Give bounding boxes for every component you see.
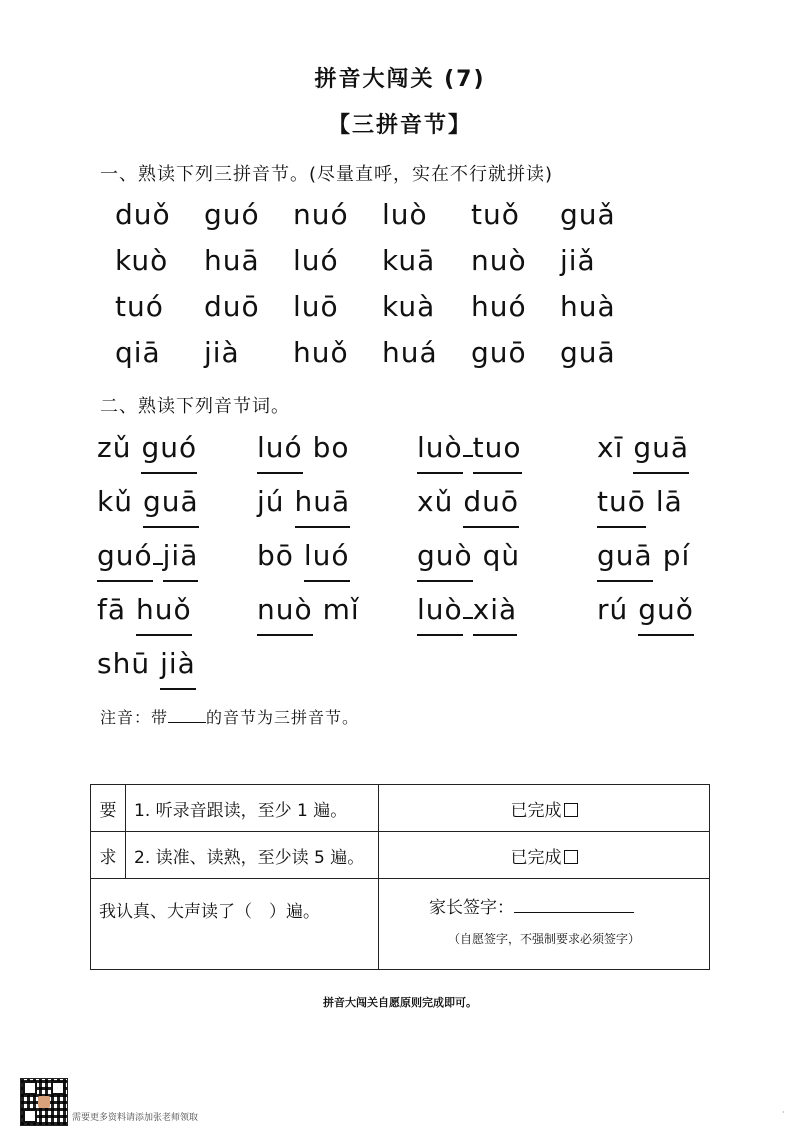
underlined-syllable: huǒ xyxy=(136,590,192,636)
underlined-syllable: guó xyxy=(141,428,197,474)
underlined-syllable: luó xyxy=(304,536,350,582)
page-subtitle: 【三拼音节】 xyxy=(327,113,472,138)
pinyin-word xyxy=(597,482,683,528)
word-row xyxy=(97,590,737,644)
syllable: kuà xyxy=(382,290,436,323)
corner-mark: · xyxy=(782,1108,785,1117)
checkbox-1[interactable] xyxy=(564,803,578,817)
underlined-syllable: duō xyxy=(463,482,519,528)
sign-line[interactable] xyxy=(514,898,634,913)
syllable: bo xyxy=(312,431,350,464)
underlined-syllable: guā xyxy=(633,428,689,474)
word-list xyxy=(97,428,737,698)
syllable: nuò xyxy=(471,244,527,277)
footer-note: 拼音大闯关自愿原则完成即可。 xyxy=(323,996,477,1009)
syllable-row xyxy=(115,195,649,241)
requirements-table xyxy=(90,784,710,970)
req-label-bottom: 求 xyxy=(91,832,126,879)
syllable: luō xyxy=(293,290,339,323)
word-row xyxy=(97,482,737,536)
bottom-caption: 需要更多资料请添加张老师领取 xyxy=(72,1113,199,1123)
note-underline-sample xyxy=(168,708,206,723)
req-done-1-label: 已完成 xyxy=(510,800,562,821)
syllable: guā xyxy=(560,336,616,369)
syllable: huà xyxy=(560,290,616,323)
syllable: duō xyxy=(204,290,260,323)
pinyin-word xyxy=(97,482,199,528)
pinyin-word xyxy=(417,428,522,474)
word-gap xyxy=(463,451,473,457)
syllable: xī xyxy=(597,431,624,464)
word-row xyxy=(97,644,737,698)
syllable-row xyxy=(115,287,649,333)
pinyin-word xyxy=(417,536,520,582)
req-done-2-label: 已完成 xyxy=(510,847,562,868)
syllable: guō xyxy=(471,336,527,369)
word-row xyxy=(97,428,737,482)
req-done-2 xyxy=(379,832,710,879)
note-after: 的音节为三拼音节。 xyxy=(206,708,360,727)
syllable: qiā xyxy=(115,336,161,369)
note xyxy=(100,705,359,728)
req-label-top: 要 xyxy=(91,785,126,832)
syllable-grid xyxy=(115,195,649,379)
req-item-2: 2. 读准、读熟，至少读 5 遍。 xyxy=(126,832,379,879)
pinyin-word xyxy=(597,428,689,474)
parent-sign-cell xyxy=(379,879,710,970)
sign-note: （自愿签字，不强制要求必须签字） xyxy=(447,932,640,946)
underlined-syllable: guǒ xyxy=(638,590,694,636)
syllable: duǒ xyxy=(115,198,171,231)
note-before: 注音：带 xyxy=(100,708,169,727)
pinyin-word xyxy=(257,428,350,474)
syllable: huá xyxy=(382,336,438,369)
word-gap xyxy=(463,613,473,619)
qr-code-icon xyxy=(20,1078,68,1126)
syllable: kǔ xyxy=(97,485,133,518)
syllable: qù xyxy=(482,539,521,572)
syllable-row xyxy=(115,333,649,379)
syllable: guó xyxy=(204,198,260,231)
req-done-1 xyxy=(379,785,710,832)
syllable: bō xyxy=(257,539,294,572)
sign-label: 家长签字： xyxy=(429,898,514,918)
underlined-syllable: tuō xyxy=(597,482,646,528)
syllable: huā xyxy=(204,244,260,277)
syllable: zǔ xyxy=(97,431,132,464)
underlined-syllable: xià xyxy=(473,590,518,636)
pinyin-word xyxy=(257,590,360,636)
syllable: pí xyxy=(662,539,691,572)
underlined-syllable: guó xyxy=(97,536,153,582)
syllable: mǐ xyxy=(322,593,360,626)
underlined-syllable: luò xyxy=(417,428,463,474)
underlined-syllable: guā xyxy=(143,482,199,528)
pinyin-word xyxy=(597,590,694,636)
syllable: xǔ xyxy=(417,485,454,518)
syllable: huó xyxy=(471,290,527,323)
syllable: rú xyxy=(597,593,629,626)
syllable: kuò xyxy=(115,244,169,277)
syllable: shū xyxy=(97,647,151,680)
word-gap xyxy=(153,559,163,565)
underlined-syllable: huā xyxy=(295,482,351,528)
underlined-syllable: guā xyxy=(597,536,653,582)
syllable: luó xyxy=(293,244,339,277)
syllable: guǎ xyxy=(560,198,616,231)
syllable: tuó xyxy=(115,290,164,323)
pinyin-word xyxy=(97,590,192,636)
sign-row xyxy=(429,893,709,918)
underlined-syllable: luó xyxy=(257,428,303,474)
underlined-syllable: tuo xyxy=(473,428,522,474)
pinyin-word xyxy=(417,482,519,528)
syllable: fā xyxy=(97,593,127,626)
syllable: kuā xyxy=(382,244,436,277)
underlined-syllable: luò xyxy=(417,590,463,636)
pinyin-word xyxy=(417,590,517,636)
syllable: jiǎ xyxy=(560,244,596,277)
underlined-syllable: jià xyxy=(160,644,196,690)
syllable: jú xyxy=(257,485,285,518)
checkbox-2[interactable] xyxy=(564,850,578,864)
syllable: nuó xyxy=(293,198,349,231)
syllable: luò xyxy=(382,198,428,231)
page-title: 拼音大闯关 (7) xyxy=(314,67,486,92)
syllable: tuǒ xyxy=(471,198,520,231)
req-item-1: 1. 听录音跟读，至少 1 遍。 xyxy=(126,785,379,832)
pinyin-word xyxy=(257,536,350,582)
syllable: lā xyxy=(655,485,683,518)
word-row xyxy=(97,536,737,590)
self-report: 我认真、大声读了（ ）遍。 xyxy=(91,879,379,970)
syllable: jià xyxy=(204,336,240,369)
section1-heading: 一、熟读下列三拼音节。(尽量直呼，实在不行就拼读) xyxy=(100,164,554,185)
underlined-syllable: nuò xyxy=(257,590,313,636)
pinyin-word xyxy=(257,482,350,528)
pinyin-word xyxy=(97,428,197,474)
section2-heading: 二、熟读下列音节词。 xyxy=(100,396,290,417)
syllable-row xyxy=(115,241,649,287)
syllable: huǒ xyxy=(293,336,349,369)
underlined-syllable: guò xyxy=(417,536,473,582)
underlined-syllable: jiā xyxy=(163,536,199,582)
pinyin-word xyxy=(97,536,198,582)
pinyin-word xyxy=(597,536,690,582)
pinyin-word xyxy=(97,644,196,690)
